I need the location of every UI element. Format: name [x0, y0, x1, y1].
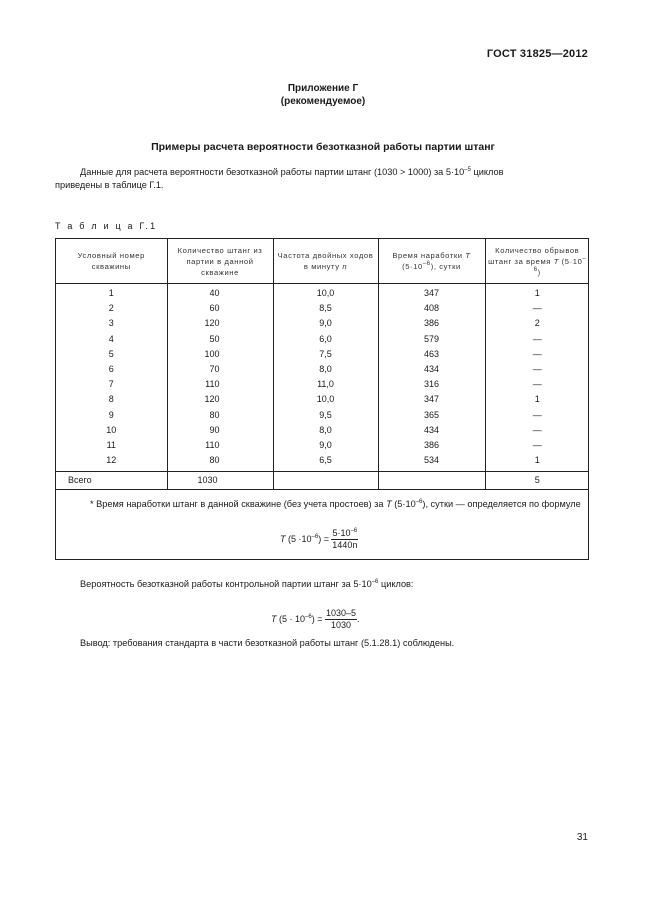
- table-row: [56, 332, 589, 347]
- cell-stroke-frequency: 8,0: [273, 362, 378, 377]
- cell-rod-count: 120: [167, 392, 273, 407]
- cell-rod-count: 110: [167, 438, 273, 453]
- total-breaks: 5: [485, 472, 589, 490]
- cell-well-number: 4: [56, 332, 167, 347]
- table-total-row: [56, 472, 589, 490]
- cell-operating-time: 434: [378, 423, 485, 438]
- footnote-text-end: ), сутки — определяется по формуле: [422, 499, 581, 510]
- table-frame: [55, 238, 589, 560]
- table-row: [56, 362, 589, 377]
- intro-line-2: приведены в таблице Г.1.: [55, 180, 164, 190]
- cell-stroke-frequency: 9,0: [273, 316, 378, 331]
- table-row: [56, 423, 589, 438]
- intro-exponent: –5: [464, 167, 471, 173]
- header-break-count-exp: –6: [533, 255, 587, 273]
- probability-exp: –6: [371, 579, 379, 585]
- cell-operating-time: 386: [378, 438, 485, 453]
- cell-operating-time: 316: [378, 377, 485, 392]
- table-row: [56, 453, 589, 472]
- header-break-count-text: Количество обрывов штанг за время: [488, 245, 580, 266]
- total-empty-cell: [378, 472, 485, 490]
- cell-operating-time: 347: [378, 284, 485, 302]
- cell-break-count: —: [532, 424, 542, 435]
- document-code: ГОСТ 31825—2012: [486, 48, 588, 60]
- prob-formula-arg: (5 · 10: [276, 613, 306, 624]
- header-break-count-arg: (5·10: [558, 256, 583, 266]
- prob-fraction-denominator: 1030: [330, 620, 351, 630]
- header-stroke-frequency: [273, 239, 378, 284]
- header-rod-count: Количество штанг из партии в данной скважине: [167, 239, 273, 284]
- cell-well-number: 5: [56, 347, 167, 362]
- cell-stroke-frequency: 9,0: [273, 438, 378, 453]
- cell-rod-count: 80: [167, 453, 273, 472]
- cell-operating-time: 434: [378, 362, 485, 377]
- cell-break-count: —: [532, 348, 542, 359]
- cell-well-number: 1: [56, 284, 167, 302]
- appendix-subtitle: (рекомендуемое): [280, 96, 366, 107]
- cell-operating-time: 347: [378, 392, 485, 407]
- var-T: T: [386, 499, 392, 510]
- table-row: [56, 392, 589, 407]
- page-number: 31: [576, 832, 588, 843]
- cell-rod-count: 90: [167, 423, 273, 438]
- cell-operating-time: 579: [378, 332, 485, 347]
- cell-stroke-frequency: 8,5: [273, 301, 378, 316]
- cell-well-number: 12: [56, 453, 167, 472]
- cell-operating-time: 386: [378, 316, 485, 331]
- header-operating-time: [378, 239, 485, 284]
- probability-text-body: Вероятность безотказной работы контрольной партии штанг за 5·10: [80, 579, 372, 589]
- header-operating-time-arg: (5·10: [402, 262, 423, 271]
- cell-operating-time: 534: [378, 453, 485, 472]
- cell-well-number: 7: [56, 377, 167, 392]
- cell-well-number: 2: [56, 301, 167, 316]
- header-operating-time-end: ), сутки: [430, 262, 461, 271]
- cell-break-count: —: [532, 364, 542, 375]
- cell-break-count: —: [532, 379, 542, 390]
- header-stroke-frequency-text: Частота двойных ходов в минуту: [277, 251, 374, 271]
- prob-formula-exp: –6: [305, 613, 312, 620]
- cell-stroke-frequency: 10,0: [273, 284, 378, 302]
- header-break-count-end: ): [537, 267, 541, 277]
- var-T: T: [465, 251, 471, 260]
- numerator-exp: –6: [350, 528, 358, 534]
- cell-well-number: 9: [56, 408, 167, 423]
- total-label: Всего: [56, 472, 167, 490]
- table-footnote: [56, 490, 588, 511]
- cell-rod-count: 70: [167, 362, 273, 377]
- table-row: [56, 438, 589, 453]
- cell-rod-count: 120: [167, 316, 273, 331]
- cell-stroke-frequency: 11,0: [273, 377, 378, 392]
- total-empty-cell: [273, 472, 378, 490]
- cell-rod-count: 110: [167, 377, 273, 392]
- cell-stroke-frequency: 6,0: [273, 332, 378, 347]
- intro-text: Данные для расчета вероятности безотказной работы партии штанг (1030 > 1000) за 5·10: [80, 167, 465, 177]
- cell-well-number: 6: [56, 362, 167, 377]
- fraction-denominator: 1440n: [332, 540, 358, 550]
- cell-break-count: 1: [534, 394, 540, 405]
- cell-stroke-frequency: 6,5: [273, 453, 378, 472]
- cell-well-number: 11: [56, 438, 167, 453]
- total-count: 1030: [167, 472, 273, 490]
- var-T: T: [271, 613, 277, 624]
- table-row: [56, 347, 589, 362]
- footnote-arg: (5·10: [391, 499, 416, 510]
- numerator-base: 5·10: [332, 528, 351, 538]
- header-break-count: [485, 239, 589, 284]
- cell-operating-time: 408: [378, 301, 485, 316]
- prob-fraction-numerator: 1030–5: [325, 608, 357, 618]
- cell-break-count: —: [532, 440, 542, 451]
- var-T: T: [553, 256, 559, 266]
- cell-well-number: 10: [56, 423, 167, 438]
- cell-operating-time: 365: [378, 408, 485, 423]
- header-operating-time-text: Время наработки: [392, 251, 466, 260]
- formula-arg: (5 ·10: [285, 533, 312, 544]
- cell-stroke-frequency: 7,5: [273, 347, 378, 362]
- cell-break-count: —: [532, 303, 542, 314]
- section-title: Примеры расчета вероятности безотказной работы партии штанг: [151, 141, 495, 153]
- cell-stroke-frequency: 10,0: [273, 392, 378, 407]
- table-caption: Т а б л и ц а Г.1: [55, 221, 158, 231]
- cell-rod-count: 40: [167, 284, 273, 302]
- table-row: [56, 377, 589, 392]
- formula-exp: –6: [311, 533, 319, 540]
- formula-fraction: [331, 528, 358, 551]
- probability-formula: [271, 608, 360, 631]
- cell-rod-count: 100: [167, 347, 273, 362]
- probability-text-end: циклов:: [378, 579, 414, 589]
- footnote-formula: [280, 528, 358, 551]
- cell-break-count: —: [532, 333, 542, 344]
- header-operating-time-exp: –6: [422, 261, 431, 267]
- cell-stroke-frequency: 8,0: [273, 423, 378, 438]
- appendix-title: Приложение Г: [287, 83, 359, 94]
- header-well-number: Условный номер скважины: [56, 239, 167, 284]
- cell-break-count: 1: [534, 455, 540, 466]
- intro-line-1: [80, 166, 590, 179]
- data-table: [56, 239, 589, 490]
- prob-formula-fraction: [325, 608, 357, 631]
- cell-break-count: 2: [534, 318, 540, 329]
- prob-formula-end: .: [357, 613, 360, 624]
- cell-rod-count: 60: [167, 301, 273, 316]
- var-T: T: [280, 533, 286, 544]
- conclusion: Вывод: требования стандарта в части безотказной работы штанг (5.1.28.1) соблюдены.: [80, 638, 455, 648]
- table-row: [56, 408, 589, 423]
- var-n: n: [342, 262, 348, 271]
- probability-text: [80, 578, 590, 591]
- footnote-exp: –6: [415, 499, 423, 506]
- cell-rod-count: 50: [167, 332, 273, 347]
- formula-eq: ) =: [318, 533, 332, 544]
- cell-well-number: 3: [56, 316, 167, 331]
- prob-formula-eq: ) =: [311, 613, 325, 624]
- fraction-numerator: [331, 528, 358, 540]
- cell-rod-count: 80: [167, 408, 273, 423]
- cell-well-number: 8: [56, 392, 167, 407]
- table-row: [56, 284, 589, 302]
- intro-text-end: циклов: [470, 167, 504, 177]
- table-row: [56, 316, 589, 331]
- cell-break-count: —: [532, 409, 542, 420]
- cell-operating-time: 463: [378, 347, 485, 362]
- cell-break-count: 1: [534, 288, 540, 298]
- footnote-text: * Время наработки штанг в данной скважине (без учета простоев) за: [90, 499, 387, 510]
- table-row: [56, 301, 589, 316]
- cell-stroke-frequency: 9,5: [273, 408, 378, 423]
